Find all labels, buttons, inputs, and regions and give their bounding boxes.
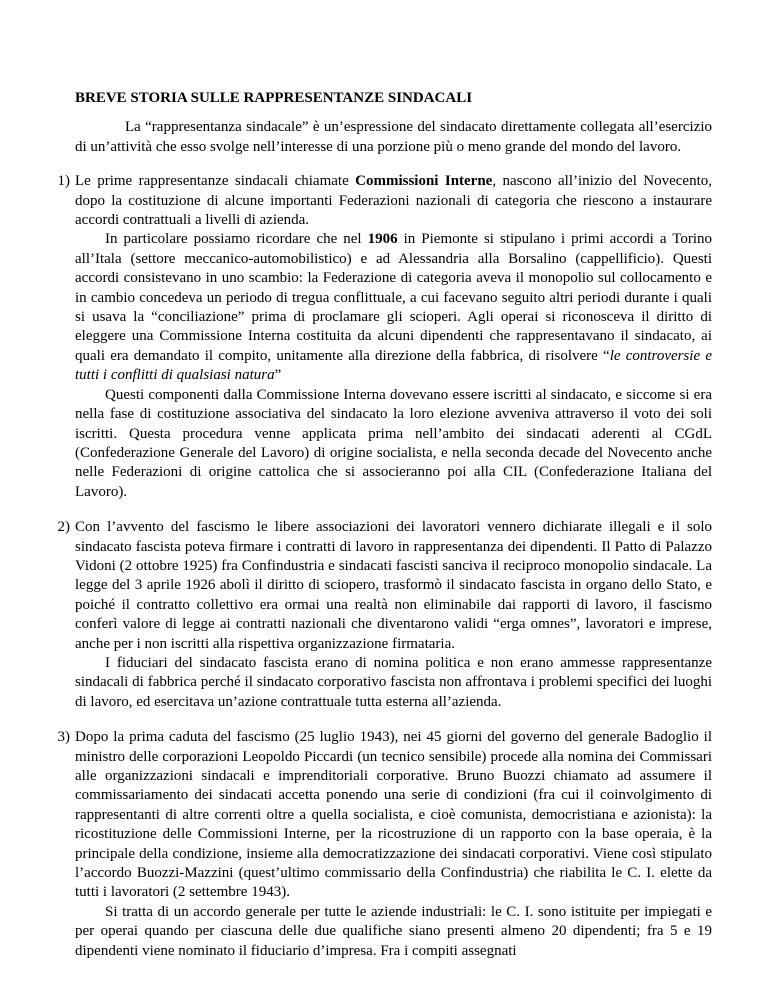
section-3 xyxy=(57,728,712,961)
text: In particolare possiamo ricordare che nel xyxy=(105,231,368,248)
section-2-paragraph-2: I fiduciari del sindacato fascista erano di nomina politica e non erano ammesse rappresentanze sindacali di fabbrica perché il sindacato corporativo fascista non affrontava i problemi specifici dei luoghi di lavoro, ed esercitava un’azione contrattuale tutta esterna all’azienda. xyxy=(75,654,712,710)
text: Le prime rappresentanze sindacali chiamate xyxy=(75,173,356,190)
section-1 xyxy=(57,172,712,502)
section-number: 2) xyxy=(57,519,70,536)
text: , nascono all’inizio del Novecento, dopo la costituzione di alcune importanti Federazioni nazionali di categoria che riescono a instaurare accordi contrattuali a livelli di azienda. xyxy=(75,173,712,229)
italic-quote: le controversie e tutti i conflitti di qualsiasi natura xyxy=(75,347,712,384)
section-3-paragraph-2: Si tratta di un accordo generale per tutte le aziende industriali: le C. I. sono istituite per impiegati e per operai quando per ciascuna delle due qualifiche siano presenti almeno 20 dipendenti; fra 5 e 19 dipendenti viene nominato il fiduciario d’impresa. Fra i compiti assegnati xyxy=(75,903,712,959)
bold-term: Commissioni Interne xyxy=(355,173,493,190)
section-2-paragraph-1: Con l’avvento del fascismo le libere associazioni dei lavoratori vennero dichiarate illegali e il solo sindacato fascista poteva firmare i contratti di lavoro in rappresentanza dei dipendenti. Il Patto di Palazzo Vidoni (2 ottobre 1925) fra Confindustria e sindacati fascisti sanciva il reciproco monopolio sindacale. La legge del 3 aprile 1926 abolì il diritto di sciopero, trasformò il sindacato fascista in organo dello Stato, e poiché il contratto collettivo era ormai una realtà non eliminabile dai rapporti di lavoro, il fascismo conferì valore di legge ai contratti nazionali che diventarono validi “erga omnes”, lavoratori e imprese, anche per i non iscritti alla rispettiva organizzazione firmataria. xyxy=(75,519,712,652)
section-number: 3) xyxy=(57,729,70,746)
text: in Piemonte si stipulano i primi accordi a Torino all’Itala (settore meccanico-automobilistico) e ad Alessandria alla Borsalino (cappellificio). Questi accordi consistevano in uno scambio: la Federazione di categoria aveva il monopolio sul collocamento e in cambio concedeva un periodo di tregua conflittuale, a cui facevano seguito altri periodi durante i quali si usava la “conciliazione” prima di proclamare gli scioperi. Agli operai si riconosceva il diritto di eleggere una Commissione Interna costituita da alcuni dipendenti che rappresentavano il sindacato, ai quali era demandato il compito, unitamente alla direzione della fabbrica, di risolvere “ xyxy=(75,231,712,364)
section-2 xyxy=(57,518,712,712)
page-title: BREVE STORIA SULLE RAPPRESENTANZE SINDACALI xyxy=(75,90,473,106)
bold-year: 1906 xyxy=(367,231,398,248)
text: ” xyxy=(274,367,282,384)
section-number: 1) xyxy=(57,173,70,190)
section-1-paragraph-2 xyxy=(75,230,712,385)
section-1-paragraph-3: Questi componenti dalla Commissione Interna dovevano essere iscritti al sindacato, e siccome si era nella fase di costituzione associativa del sindacato la loro elezione avveniva attraverso il voto dei soli iscritti. Questa procedura venne applicata prima nell’ambito dei sindacati aderenti al CGdL (Confederazione Generale del Lavoro) di origine socialista, e nella seconda decade del Novecento anche nelle Federazioni di origine cattolica che si associeranno poi alla CIL (Confederazione Italiana del Lavoro). xyxy=(75,386,712,500)
intro-text: La “rappresentanza sindacale” è un’espressione del sindacato direttamente collegata all’esercizio di un’attività che esso svolge nell’interesse di una porzione più o meno grande del mondo del lavoro. xyxy=(75,119,712,155)
section-3-paragraph-1: Dopo la prima caduta del fascismo (25 luglio 1943), nei 45 giorni del governo del generale Badoglio il ministro delle corporazioni Leopoldo Piccardi (un tecnico sensibile) procede alla nomina dei Commissari alle organizzazioni sindacali e imprenditoriali corporative. Bruno Buozzi chiamato ad assumere il commissariamento dei sindacati accetta ponendo una serie di condizioni (fra cui il coinvolgimento di rappresentanti di altre correnti oltre a quella socialista, e cioè comunista, democristiana e azionista): la ricostituzione delle Commissioni Interne, per la ricostruzione di un rapporto con la base operaia, è la principale della condizione, insieme alla democratizzazione dei sindacati corporativi. Viene così stipulato l’accordo Buozzi-Mazzini (quest’ultimo commissario della Confindustria) che riabilita le C. I. elette da tutti i lavoratori (2 settembre 1943). xyxy=(75,729,712,901)
section-list xyxy=(57,172,712,961)
section-1-paragraph-1 xyxy=(75,172,712,230)
intro-paragraph xyxy=(75,118,712,157)
